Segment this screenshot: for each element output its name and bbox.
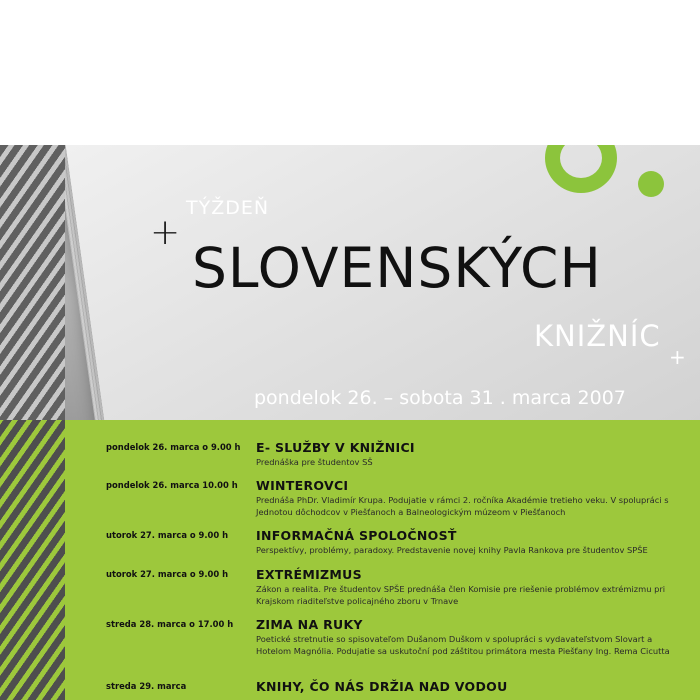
event-description: Prednáška pre študentov SŠ	[256, 457, 373, 467]
event-when: streda 29. marca	[106, 681, 187, 691]
event-title: ZIMA NA RUKY	[256, 617, 363, 632]
event-when: utorok 27. marca o 9.00 h	[106, 569, 229, 579]
event-description: Poetické stretnutie so spisovateľom Dušanom Duškom v spolupráci s vydavateľstvom Slovart a Hotelom Magnólia. Podujatie sa uskutoční pod záštitou primátora mesta Piešťany Ing. Rema Cicutta	[256, 634, 670, 656]
diagonal-stripes-bottom	[0, 420, 65, 700]
title-week: TÝŽDEŇ	[186, 197, 270, 219]
event-when: utorok 27. marca o 9.00 h	[106, 530, 229, 540]
event-description: Perspektívy, problémy, paradoxy. Predstavenie novej knihy Pavla Rankova pre študentov SPŠE	[256, 545, 648, 555]
event-when: streda 28. marca o 17.00 h	[106, 619, 234, 629]
title-main: SLOVENSKÝCH	[192, 236, 602, 300]
event-description: Zákon a realita. Pre študentov SPŠE prednáša člen Komisie pre riešenie problémov extrémizmu pri Krajskom riaditeľstve policajného zboru v Trnave	[256, 584, 666, 606]
event-description: Prednáša PhDr. Vladimír Krupa. Podujatie v rámci 2. ročníka Akadémie tretieho veku. V spolupráci s Jednotou dôchodcov v Piešťanoch a Balneologickým múzeom v Piešťanoch	[256, 495, 669, 517]
event-when: pondelok 26. marca o 9.00 h	[106, 442, 241, 452]
event-when: pondelok 26. marca 10.00 h	[106, 480, 238, 490]
event-title: INFORMAČNÁ SPOLOČNOSŤ	[256, 528, 457, 543]
diagonal-stripes-top	[0, 145, 65, 420]
poster	[0, 145, 700, 700]
plus-icon: +	[150, 212, 181, 253]
event-title: EXTRÉMIZMUS	[256, 567, 362, 582]
hero-photo	[0, 145, 700, 420]
title-libraries: KNIŽNÍC	[534, 319, 661, 353]
date-range: pondelok 26. – sobota 31 . marca 2007	[254, 387, 626, 409]
program-section	[0, 420, 700, 700]
plus-icon: +	[669, 345, 686, 369]
event-title: E- SLUŽBY V KNIŽNICI	[256, 440, 415, 455]
event-title: WINTEROVCI	[256, 478, 349, 493]
event-title: KNIHY, ČO NÁS DRŽIA NAD VODOU	[256, 679, 508, 694]
green-dot-logo	[638, 171, 664, 197]
